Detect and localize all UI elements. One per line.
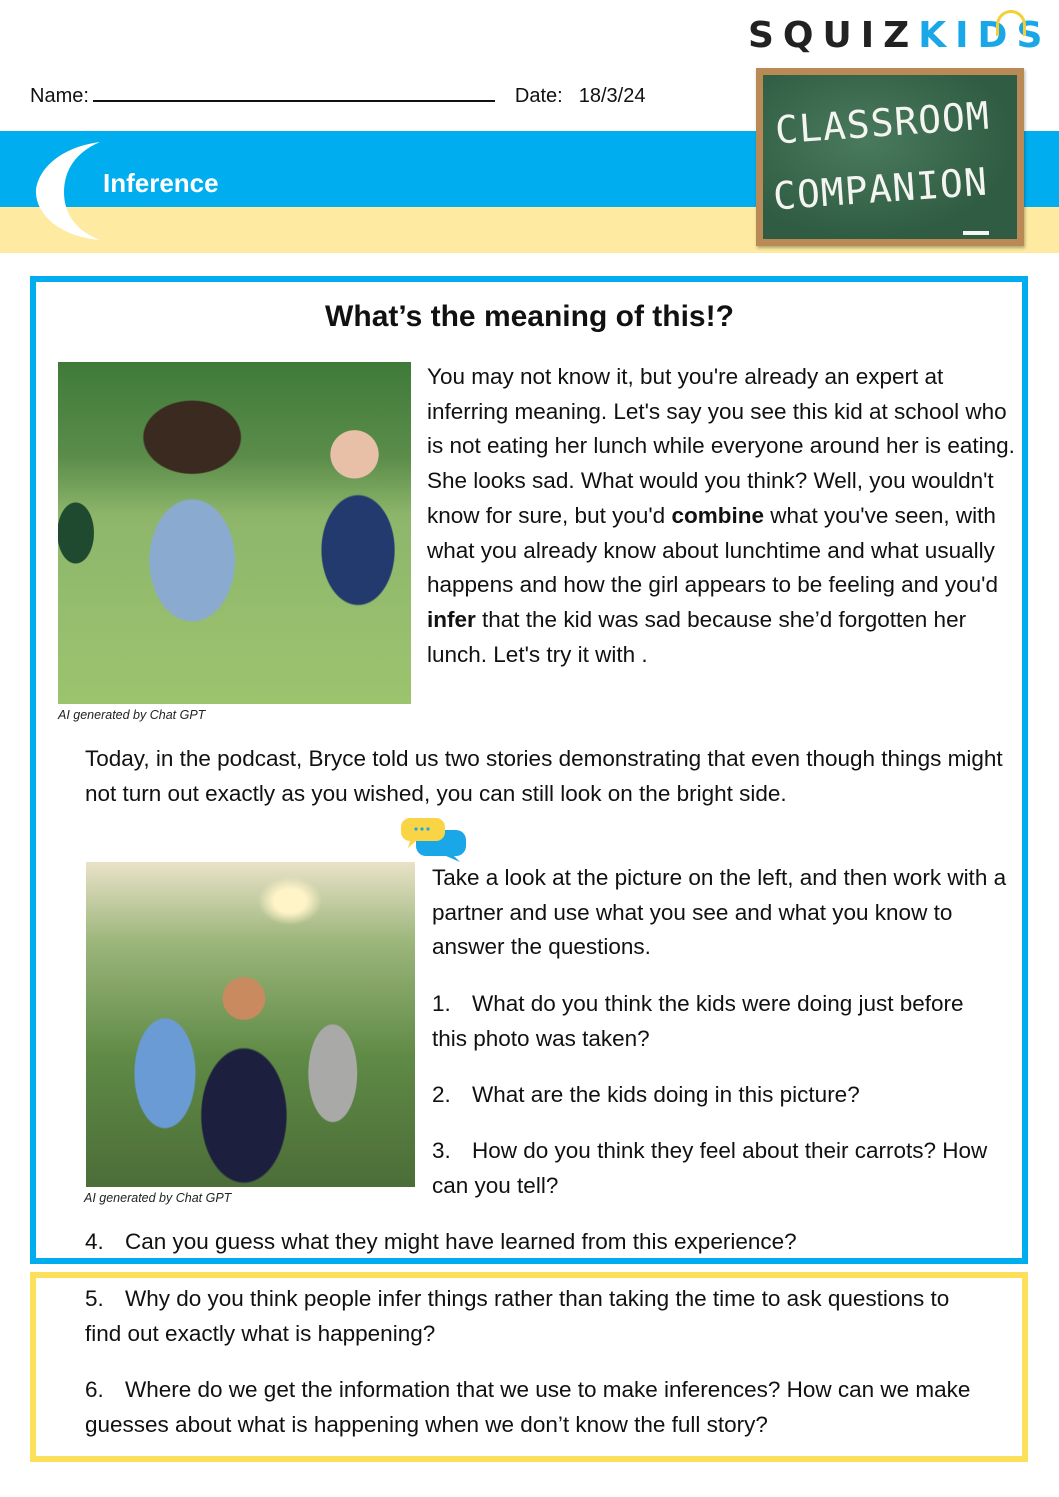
question-text: Why do you think people infer things rather than taking the time to ask questions to find out exactly what is happening? — [85, 1286, 950, 1346]
chat-bubbles-icon — [398, 816, 466, 862]
chalkboard — [763, 75, 1017, 239]
intro-paragraph — [427, 360, 1017, 672]
podcast-paragraph: Today, in the podcast, Bryce told us two stories demonstrating that even though things might not turn out exactly as you wished, you can still look on the bright side. — [85, 746, 1003, 806]
date-value: 18/3/24 — [578, 85, 646, 107]
date-label: Date: — [514, 85, 563, 107]
question-number: 6. — [85, 1377, 104, 1402]
question-4 — [85, 1225, 1015, 1260]
question-number: 4. — [85, 1229, 104, 1254]
question-number: 3. — [432, 1138, 451, 1163]
logo-squiz: SQUIZ — [748, 15, 919, 56]
chalk-icon — [963, 231, 989, 235]
question-number: 2. — [432, 1082, 451, 1107]
question-number: 5. — [85, 1286, 104, 1311]
question-text: Can you guess what they might have learned from this experience? — [125, 1229, 797, 1254]
question-text: What do you think the kids were doing just before this photo was taken? — [432, 991, 964, 1051]
question-1 — [432, 987, 1002, 1056]
image-caption: AI generated by Chat GPT — [58, 708, 206, 722]
question-2 — [432, 1078, 1002, 1113]
classroom-companion-badge — [756, 68, 1024, 246]
name-label: Name: — [30, 85, 89, 107]
name-field[interactable] — [93, 82, 495, 102]
topic-title: Inference — [103, 168, 219, 198]
intro-text: what you've seen, with what you already know about lunchtime and what usually happens and how the girl appears to be feeling and you'd — [427, 502, 998, 598]
question-3 — [432, 1134, 1017, 1203]
instructions-paragraph: Take a look at the picture on the left, and then work with a partner and use what you see and what you know to answer the questions. — [432, 865, 1007, 960]
headphones-icon — [996, 10, 1026, 36]
image-caption: AI generated by Chat GPT — [84, 1191, 232, 1205]
intro-text: that the kid was sad because she’d forgotten her lunch. Let's try it with . — [427, 606, 967, 667]
question-text: Where do we get the information that we use to make inferences? How can we make guesses about what is happening when we don’t know the full story? — [85, 1377, 971, 1437]
question-6 — [85, 1373, 1015, 1442]
badge-line2: COMPANION — [771, 159, 990, 219]
bold-infer: infer — [427, 606, 476, 632]
question-5 — [85, 1282, 985, 1351]
question-number: 1. — [432, 991, 451, 1016]
crescent-moon-icon — [34, 140, 104, 242]
section-title: What’s the meaning of this!? — [325, 300, 734, 333]
question-text: What are the kids doing in this picture? — [472, 1082, 860, 1107]
question-text: How do you think they feel about their carrots? How can you tell? — [432, 1138, 988, 1198]
logo-kids: KIDS — [918, 15, 1052, 56]
intro-text: You may not know it, but you're already an expert at inferring meaning. Let's say you see this kid at school who is not eating her lunch while everyone around her is eating. She looks sad. What would you think? Well, you wouldn't know for sure, but you'd — [427, 364, 1015, 528]
name-date-row — [30, 82, 645, 108]
badge-line1: CLASSROOM — [773, 93, 992, 153]
kids-carrots-image — [86, 862, 415, 1187]
sad-girl-lunch-image — [58, 362, 411, 704]
bold-combine: combine — [671, 502, 764, 528]
